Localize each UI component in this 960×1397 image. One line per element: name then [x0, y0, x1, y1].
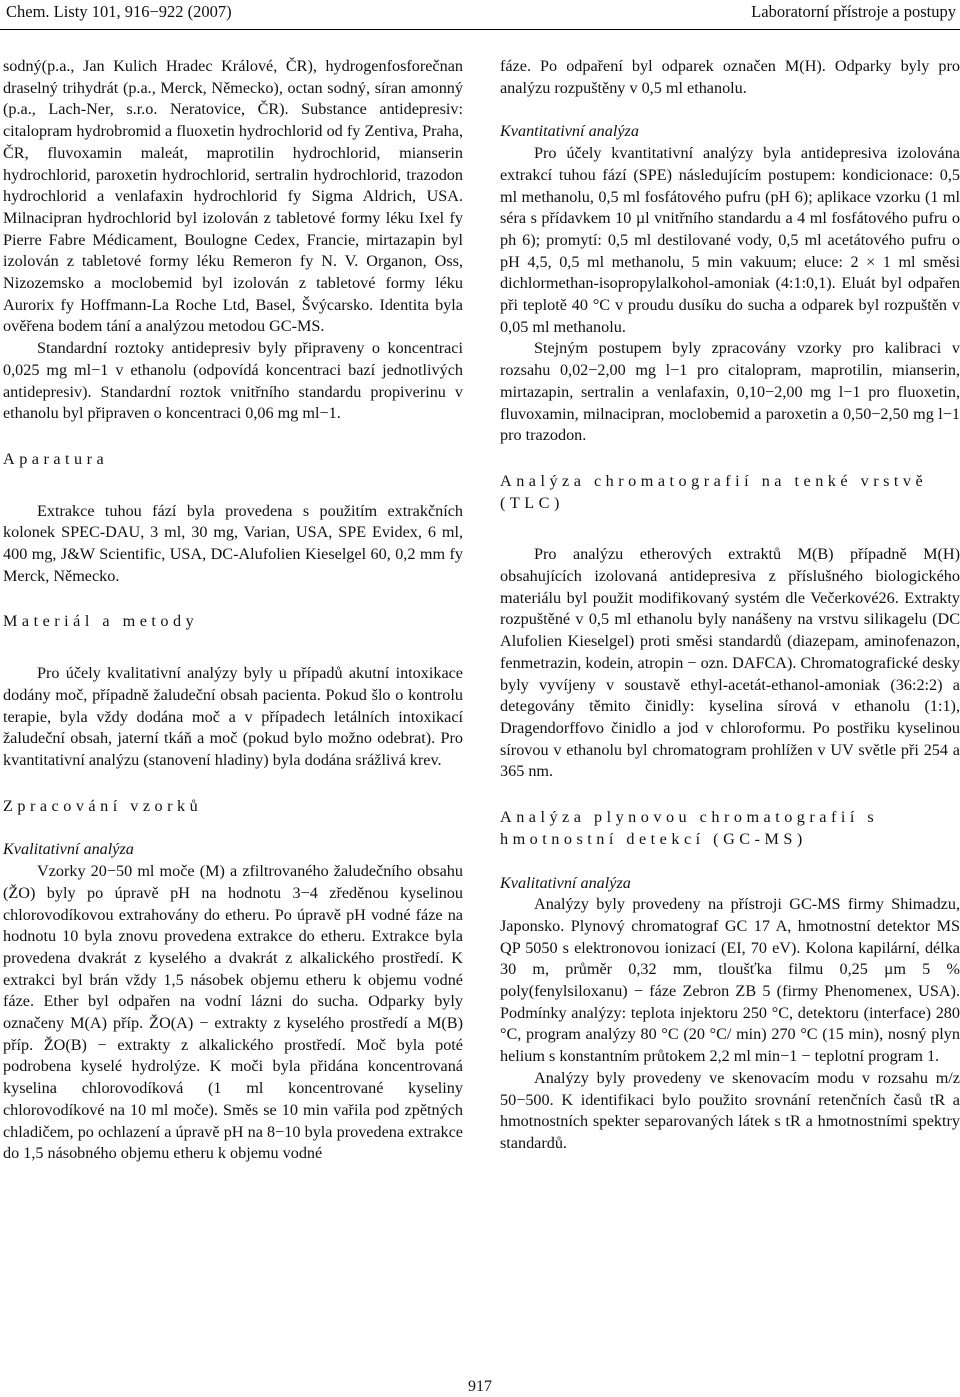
- kvalitativni-paragraph: Vzorky 20−50 ml moče (M) a zfiltrovaného žaludečního obsahu (ŽO) byly po úpravě pH na hodnotu 3−4 zředěnou kyselinou chlorovodíkovou extrahovány do etheru. Po úpravě pH vodné fáze na hodnotu 10 byla znovu provedena extrakce do etheru. Extrakce byla provedena dvakrát z kyselého a dvakrát z alkalického prostředí. K extrakci byl brán vždy 1,5 násobek objemu etheru k objemu vodné fáze. Ether byl odpařen na vodní lázni do sucha. Odparky byly označeny M(A) příp. ŽO(A) − extrakty z kyselého prostředí a M(B) příp. ŽO(B) − extrakty z alkalického prostředí. Moč byla poté podrobena kyselé hydrolýze. K moči byla přidána koncentrovaná kyselina chlorovodíková (1 ml koncentrované kyseliny chlorovodíkové na 10 ml moče). Směs se 10 min vařila pod zpětných chladičem, po ochlazení a úpravě pH na 8−10 byla provedena extrakce do 1,5 násobného objemu etheru k objemu vodné: [3, 862, 463, 1163]
- gcms-paragraph-2: Analýzy byly provedeny ve skenovacím modu v rozsahu m/z 50−500. K identifikaci bylo použito srovnání retenčních časů tR a hmotnostních spekter separovaných látek s tR a hmotnostními spektry standardů.: [500, 1068, 960, 1152]
- header-rule: [0, 29, 960, 30]
- heading-gcms: Analýza plynovou chromatografií s hmotnostní detekcí (GC-MS): [500, 808, 879, 848]
- aparatura-paragraph: Extrakce tuhou fází byla provedena s použitím extrakčních kolonek SPEC-DAU, 3 ml, 30 mg, Varian, USA, SPE Evidex, 6 ml, 400 mg, J&W Scientific, USA, DC-Alufolien Kieselgel 60, 0,2 mm fy Merck, Německo.: [3, 501, 463, 585]
- standards-paragraph: Standardní roztoky antidepresiv byly připraveny o koncentraci 0,025 mg ml−1 v ethanolu (odpovídá koncentraci bazí jednotlivých antidepresiv). Standardní roztok vnitřního standardu propiverinu v ethanolu byl připraven o koncentraci 0,06 mg ml−1.: [3, 339, 463, 423]
- heading-material: Materiál a metody: [3, 612, 199, 631]
- right-column: [500, 56, 960, 1155]
- left-column: [3, 56, 463, 1165]
- tlc-paragraph: Pro analýzu etherových extraktů M(B) případně M(H) obsahujících izolovaná antidepresiva z příslušného biologického materiálu byl použit modifikovaný systém dle Večerkové26. Extrakty rozpuštěné v 0,5 ml ethanolu byly nanášeny na vrstvu silikagelu (DC Alufolien Kieselgel) proti směsi standardů (diazepam, aminofenazon, fenmetrazin, kodein, atropin − ozn. DAFCA). Chromatografické desky byly vyvíjeny v soustavě ethyl-acetát-ethanol-amoniak (36:2:2) a detegovány těmito činidly: kyselina sírová v ethanolu (1:1), Dragendorffovo činidlo a jod v chloroformu. Po postřiku kyselinou sírovou v ethanolu byl chromatogram prohlížen v UV světle při 254 a 365 nm.: [500, 545, 960, 781]
- heading-aparatura: Aparatura: [3, 449, 109, 468]
- material-paragraph: Pro účely kvalitativní analýzy byly u případů akutní intoxikace dodány moč, případně žaludeční obsah pacienta. Pokud šlo o kontrolu terapie, byla vždy dodána moč a v případech letálních intoxikací žaludeční obsah, jaterní tkáň a moč (pokud bylo možno odebrat). Pro kvantitativní analýzu (stanovení hladiny) byla dodána srážlivá krev.: [3, 664, 463, 769]
- heading-zpracovani: Zpracování vzorků: [3, 796, 203, 815]
- heading-tlc: Analýza chromatografií na tenké vrstvě (TLC): [500, 471, 928, 512]
- section-name: Laboratorní přístroje a postupy: [751, 2, 956, 21]
- subheading-kvalitativni-gcms: Kvalitativní analýza: [500, 873, 631, 892]
- kvantitativni-paragraph-1: Pro účely kvantitativní analýzy byla antidepresiva izolována extrakcí tuhou fází (SPE) následujícím postupem: kondicionace: 0,5 ml methanolu, 0,5 ml fosfátového pufru (pH 6); aplikace vzorku (1 ml séra s přídavkem 10 µl vnitřního standardu a 4 ml fosfátového pufru o ph 6); promytí: 0,5 ml destilované vody, 0,5 ml acetátového pufru o pH 4,5, 0,5 ml methanolu, 5 min vakuum; eluce: 2 × 1 ml směsi dichlormethan-isopropylalkohol-amoniak (4:1:0,1). Eluát byl odpařen při teplotě 40 °C v proudu dusíku do sucha a odparek byl rozpuštěn v 0,05 ml methanolu.: [500, 144, 960, 336]
- kvantitativni-paragraph-2: Stejným postupem byly zpracovány vzorky pro kalibraci v rozsahu 0,02−2,00 mg l−1 pro citalopram, maprotilin, mianserin, mirtazapin, sertralin a venlafaxin, 0,10−2,00 mg l−1 pro fluoxetin, fluvoxamin, milnacipran, moclobemid a paroxetin a 0,50−2,50 mg l−1 pro trazodon.: [500, 339, 960, 445]
- running-header: [0, 0, 960, 30]
- journal-citation: Chem. Listy 101, 916−922 (2007): [6, 2, 232, 21]
- subheading-kvantitativni: Kvantitativní analýza: [500, 122, 639, 141]
- continuation-paragraph: fáze. Po odpaření byl odparek označen M(H). Odparky byly pro analýzu rozpuštěny v 0,5 ml ethanolu.: [500, 57, 960, 97]
- page-number: 917: [468, 1378, 492, 1395]
- subheading-kvalitativni: Kvalitativní analýza: [3, 840, 134, 859]
- gcms-paragraph-1: Analýzy byly provedeny na přístroji GC-MS firmy Shimadzu, Japonsko. Plynový chromatograf GC 17 A, hmotnostní detektor MS QP 5050 s elektronovou ionizací (EI, 70 eV). Kolona kapilární, délka 30 m, průměr 0,32 mm, tloušťka filmu 0,25 µm 5 % poly(fenylsiloxanu) − fáze Zebron ZB 5 (firmy Phenomenex, USA). Podmínky analýzy: teplota injektoru 250 °C, detektoru (interface) 280 °C, program analýzy 80 °C (20 °C/ min) 270 °C (15 min), nosný plyn helium s konstantním průtokem 2,2 ml min−1 − teplotní program 1.: [500, 895, 960, 1066]
- chemicals-paragraph: sodný(p.a., Jan Kulich Hradec Králové, ČR), hydrogenfosforečnan draselný trihydrát (p.a., Merck, Německo), octan sodný, síran amonný (p.a., Lach-Ner, s.r.o. Neratovice, ČR). Substance antidepresiv: citalopram hydrobromid a fluoxetin hydrochlorid od fy Zentiva, Praha, ČR, fluvoxamin maleát, maprotilin hydrochlorid, mianserin hydrochlorid, paroxetin hydrochlorid, sertralin hydrochlorid, trazodon hydrochlorid a venlafaxin hydrochlorid fy Sigma Aldrich, USA. Milnacipran hydrochlorid byl izolován z tabletové formy léku Ixel fy Pierre Fabre Médicament, Boulogne Cedex, Francie, mirtazapin byl izolován z tabletové formy léku Remeron fy N. V. Organon, Oss, Nizozemsko a moclobemid byl izolován z tabletové formy léku Aurorix fy Hoffmann-La Roche Ltd, Basel, Švýcarsko. Identita byla ověřena bodem tání a analýzou metodou GC-MS.: [3, 57, 463, 336]
